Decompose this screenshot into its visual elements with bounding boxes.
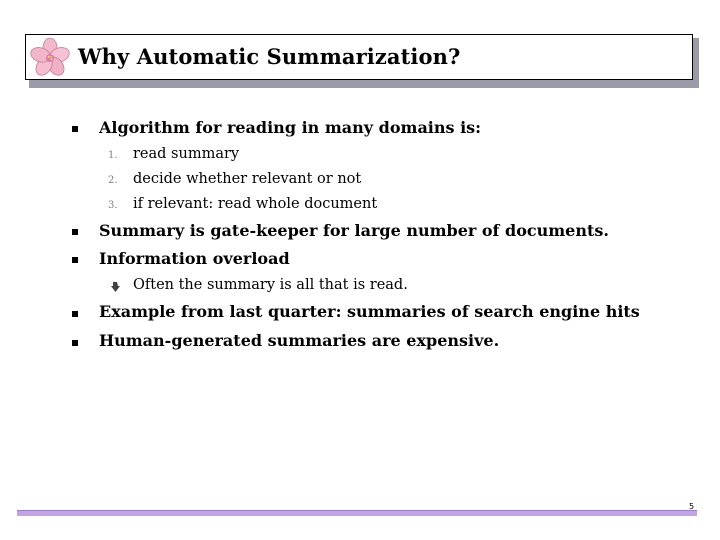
bullet-square [72, 229, 78, 235]
bullet-information-overload: Information overload [99, 249, 290, 268]
bullet-square [72, 257, 78, 263]
bullet-gatekeeper: Summary is gate-keeper for large number of documents. [99, 221, 609, 240]
sub-bullet-text: Often the summary is all that is read. [133, 277, 408, 293]
step-text: decide whether relevant or not [133, 171, 362, 187]
slide-title: Why Automatic Summarization? [78, 44, 461, 69]
flower-icon [29, 38, 71, 78]
arrow-bullet-icon [111, 282, 120, 292]
bullet-human-summaries: Human-generated summaries are expensive. [99, 331, 500, 350]
step-text: if relevant: read whole document [133, 196, 378, 212]
bullet-square [72, 126, 78, 132]
step-number: 2. [108, 175, 118, 186]
bullet-square [72, 311, 78, 317]
page-number: 5 [689, 502, 695, 511]
step-number: 1. [108, 150, 118, 161]
footer-bar [17, 510, 697, 516]
bullet-reading-algorithm: Algorithm for reading in many domains is: [99, 118, 482, 137]
bullet-search-engine-example: Example from last quarter: summaries of search engine hits [99, 302, 640, 321]
step-text: read summary [133, 146, 240, 162]
step-number: 3. [108, 200, 118, 211]
title-box [25, 34, 693, 80]
bullet-square [72, 340, 78, 346]
